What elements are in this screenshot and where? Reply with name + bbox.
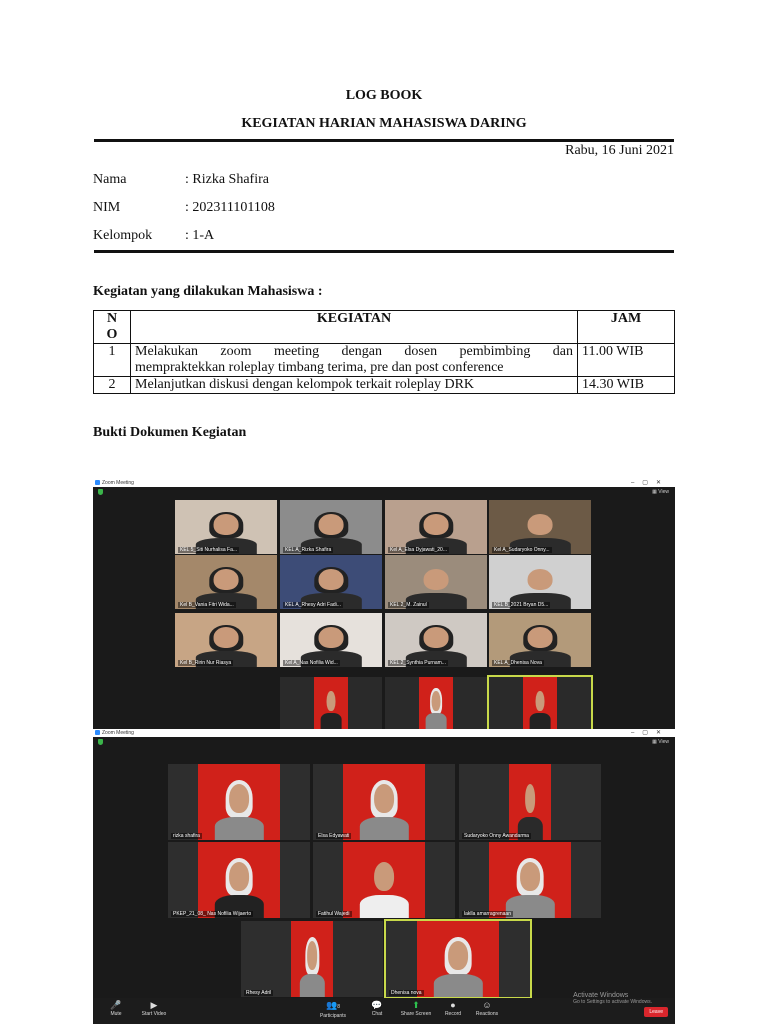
participant-silhouette (214, 857, 263, 918)
participant-name: Kel A_Elsa Dyjawati_20... (390, 547, 447, 553)
participant-tile[interactable] (313, 764, 455, 840)
participant-name: Sudaryoko Onny Awandarma (464, 833, 529, 839)
participant-silhouette (517, 779, 542, 840)
participant-tile[interactable] (280, 677, 382, 729)
window-controls[interactable]: –▢✕ (630, 480, 669, 486)
participant-tile[interactable] (280, 555, 382, 609)
participant-name: Rhesy Adril (246, 990, 272, 996)
table-row: 1 Melakukan zoom meeting dengan dosen pembimbing dan mempraktekkan roleplay timbang terima, pre dan post conference 11.00 WIB (94, 344, 675, 377)
activities-heading: Kegiatan yang dilakukan Mahasiswa : (93, 284, 323, 299)
start-video-button[interactable]: ▶ Start Video (141, 1000, 167, 1017)
zoom-logo-icon (95, 730, 100, 735)
participant-name: Dhenisa nova (391, 990, 422, 996)
profile-photo (343, 842, 425, 918)
participant-tile[interactable] (241, 921, 383, 997)
info-name: Nama : Rizka Shafira (93, 172, 269, 187)
reactions-button[interactable]: ☺ Reactions (475, 1000, 499, 1017)
profile-photo (314, 677, 348, 729)
profile-photo (291, 921, 333, 997)
activate-windows-watermark: Activate Windows Go to Settings to activate Windows. (573, 992, 652, 1005)
participant-silhouette (530, 687, 550, 729)
chat-button[interactable]: 💬 Chat (371, 1000, 383, 1017)
participant-name: KEL 2_M. Zainul (390, 602, 427, 608)
participant-tile[interactable] (489, 613, 591, 667)
participant-tile[interactable] (175, 500, 277, 554)
participant-tile[interactable] (313, 842, 455, 918)
participant-silhouette (359, 779, 408, 840)
table-header-activity: KEGIATAN (131, 311, 578, 344)
participant-silhouette (214, 779, 263, 840)
participant-name: KEL B_2021 Bryan D5... (494, 602, 549, 608)
participant-tile[interactable] (385, 500, 487, 554)
participant-silhouette (299, 936, 324, 997)
participant-name: Kel A_Nas Nofilia Wid... (285, 660, 338, 666)
participant-tile[interactable] (175, 613, 277, 667)
participant-name: KEL A_Dhenisa Nova (494, 660, 542, 666)
evidence-heading: Bukti Dokumen Kegiatan (93, 425, 247, 440)
log-subtitle: KEGIATAN HARIAN MAHASISWA DARING (241, 116, 527, 131)
table-header-time: JAM (578, 311, 675, 344)
profile-photo (198, 842, 280, 918)
participant-tile[interactable] (489, 555, 591, 609)
profile-photo (523, 677, 557, 729)
profile-photo (343, 764, 425, 840)
participant-name: Kel A_Sudaryoko Onny... (494, 547, 550, 553)
participant-tile[interactable] (459, 764, 601, 840)
window-controls[interactable]: –▢✕ (630, 730, 669, 736)
activity-table (93, 310, 675, 394)
participant-silhouette (505, 857, 554, 918)
table-row: 2 Melanjutkan diskusi dengan kelompok terkait roleplay DRK 14.30 WIB (94, 377, 675, 394)
participant-name: KEL 2_Synthia Purnam... (390, 660, 446, 666)
participant-name: Kel B_Vania Fitri Wida... (180, 602, 234, 608)
shield-icon (98, 739, 103, 745)
participant-silhouette (321, 687, 341, 729)
bottom-rule (94, 250, 674, 253)
view-button[interactable]: ▦ View (652, 739, 669, 745)
participant-tile[interactable] (385, 555, 487, 609)
participant-silhouette (426, 687, 446, 729)
participant-name: PKEP_21_08_ Nas Nofilia Wijaerto (173, 911, 252, 917)
view-button[interactable]: ▦ View (652, 489, 669, 495)
zoom-screenshot-2: Zoom Meeting –▢✕ ▦ View rizka shafira Elsa Edyawati Sudaryoko Onny Awandarma PKEP_21_08_ Nas Nofilia Wijaerto Fatihul Wajedi laklla amarragrenaan Rhesy Adril Dhenisa nova (93, 729, 675, 1024)
participant-name: KEL 5_Siti Nurhalisa Fa... (180, 547, 238, 553)
participant-tile[interactable] (489, 677, 591, 729)
shield-icon (98, 489, 103, 495)
participant-name: Elsa Edyawati (318, 833, 350, 839)
participant-tile[interactable] (385, 677, 487, 729)
participant-silhouette (359, 857, 408, 918)
profile-photo (198, 764, 280, 840)
participant-tile[interactable] (386, 921, 530, 997)
participant-name: KEL A_Rhesy Adri Fadi... (285, 602, 341, 608)
participant-tile[interactable] (280, 500, 382, 554)
profile-photo (417, 921, 499, 997)
profile-photo (509, 764, 551, 840)
participant-name: laklla amarragrenaan (464, 911, 511, 917)
participant-tile[interactable] (385, 613, 487, 667)
profile-photo (489, 842, 571, 918)
mute-button[interactable]: 🎤 Mute (110, 1000, 122, 1017)
participant-tile[interactable] (175, 555, 277, 609)
participants-button[interactable]: 👥8 Participants (319, 1000, 347, 1019)
info-kelompok: Kelompok : 1-A (93, 228, 215, 243)
participant-name: Kel B_Ririn Nur Riasya (180, 660, 232, 666)
date: Rabu, 16 Juni 2021 (565, 143, 674, 158)
record-button[interactable]: ● Record (444, 1000, 462, 1017)
participant-name: rizka shafira (173, 833, 200, 839)
participant-tile[interactable] (168, 764, 310, 840)
leave-button[interactable]: Leave (644, 1007, 668, 1017)
share-screen-button[interactable]: ⬆ Share Screen (400, 1000, 432, 1017)
participant-tile[interactable] (489, 500, 591, 554)
participant-tile[interactable] (168, 842, 310, 918)
zoom-screenshot-1: Zoom Meeting –▢✕ ▦ View KEL 5_Siti Nurhalisa Fa... KEL A_Rizka Shafira Kel A_Elsa Dyjawati_20... Kel A_Sudaryoko Onny... Kel B_Vania Fitri Wida... KEL A_Rhesy Adri Fadi... KEL 2_M. Zainul KEL B_2021 Bryan D5... Kel B_Ririn Nur Riasya Kel A_Nas Nofilia Wid... KEL 2_Synthia Purnam... KEL A_Dhenisa Nova (93, 479, 675, 734)
participant-name: Fatihul Wajedi (318, 911, 350, 917)
participant-tile[interactable] (459, 842, 601, 918)
participant-silhouette (433, 936, 482, 997)
zoom-logo-icon (95, 480, 100, 485)
table-header-no: NO (94, 311, 131, 344)
profile-photo (419, 677, 453, 729)
participant-tile[interactable] (280, 613, 382, 667)
log-title: LOG BOOK (345, 88, 423, 103)
info-nim: NIM : 202311101108 (93, 200, 275, 215)
participant-name: KEL A_Rizka Shafira (285, 547, 332, 553)
top-rule (94, 139, 674, 142)
